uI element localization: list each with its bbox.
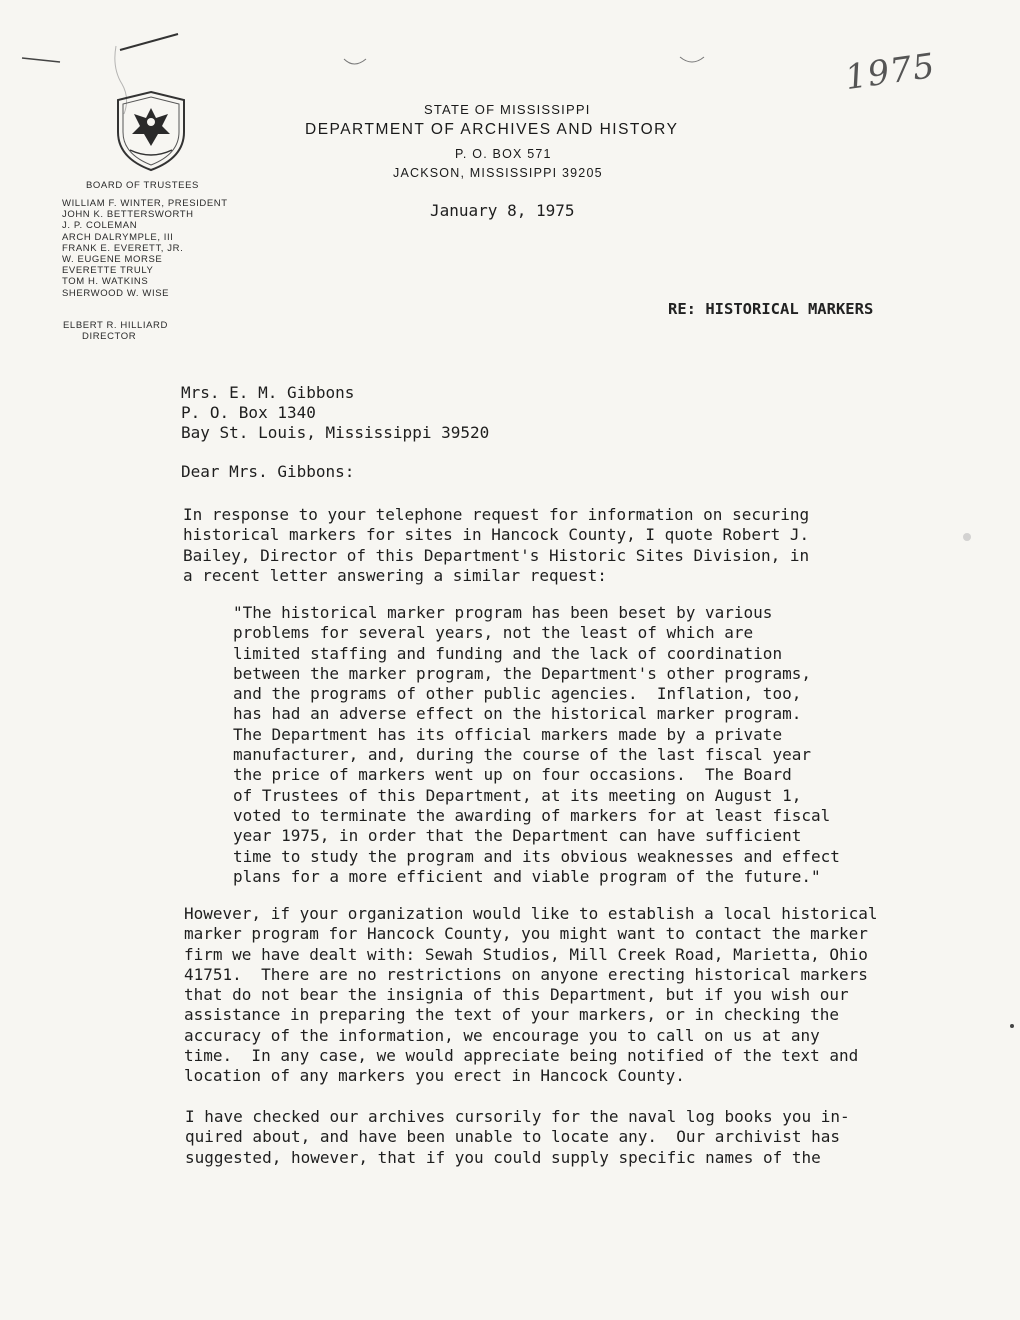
recipient-line: Bay St. Louis, Mississippi 39520 (181, 423, 490, 442)
director-name: ELBERT R. HILLIARD (63, 320, 168, 331)
recipient-address (181, 383, 489, 443)
letterhead-state: STATE OF MISSISSIPPI (424, 102, 591, 117)
trustee-name: W. EUGENE MORSE (62, 253, 163, 265)
body-paragraph-2: However, if your organization would like to establish a local historical marker program for Hancock County, you might want to contact the marker firm we have dealt with: Sewah Studios, Mill Creek Road, Marietta, Ohio 41751. There are no restrictions on anyone erecting historical markers that do not bear the insignia of this Department, but if you wish our assistance in preparing the text of your markers, or in checking the accuracy of the information, we encourage you to call on us at any time. In any case, we would appreciate being notified of the text and location of any markers you erect in Hancock County. (184, 904, 878, 1086)
recipient-line: P. O. Box 1340 (181, 403, 316, 422)
paper-speck (1008, 1022, 1018, 1032)
board-heading: BOARD OF TRUSTEES (86, 180, 199, 191)
trustee-name: ARCH DALRYMPLE, III (62, 231, 174, 243)
trustee-name: FRANK E. EVERETT, JR. (62, 242, 184, 254)
director-title: DIRECTOR (82, 331, 137, 342)
state-seal-logo (108, 88, 194, 174)
quoted-passage: "The historical marker program has been beset by various problems for several years, not the least of which are limited staffing and funding and the lack of coordination between the marker program, the Department's other programs, and the programs of other public agencies. Inflation, too, has had an adverse effect on the historical marker program. The Department has its official markers made by a private manufacturer, and, during the course of the last fiscal year the price of markers went up on four occasions. The Board of Trustees of this Department, at its meeting on August 1, voted to terminate the awarding of markers for at least fiscal year 1975, in order that the Department can have sufficient time to study the program and its obvious weaknesses and effect plans for a more efficient and viable program of the future." (233, 603, 840, 886)
letterhead-po-box: P. O. BOX 571 (455, 147, 552, 161)
recipient-line: Mrs. E. M. Gibbons (181, 383, 355, 402)
letter-date: January 8, 1975 (430, 201, 575, 220)
subject-line: RE: HISTORICAL MARKERS (668, 300, 874, 318)
trustee-name: WILLIAM F. WINTER, PRESIDENT (62, 198, 228, 209)
letterhead-department: DEPARTMENT OF ARCHIVES AND HISTORY (305, 121, 679, 138)
trustee-name: TOM H. WATKINS (62, 276, 149, 288)
letterhead-city: JACKSON, MISSISSIPPI 39205 (393, 166, 603, 180)
trustee-name: JOHN K. BETTERSWORTH (62, 209, 194, 221)
trustee-list (62, 198, 228, 299)
trustee-name: SHERWOOD W. WISE (62, 287, 170, 299)
trustee-name: J. P. COLEMAN (62, 220, 138, 232)
body-paragraph-3: I have checked our archives cursorily for the naval log books you in- quired about, and have been unable to locate any. Our archivist has suggested, however, that if you could supply specific names of the (185, 1107, 850, 1167)
handwritten-year-note: 1975 (842, 45, 938, 99)
trustee-name: EVERETTE TRULY (62, 265, 154, 277)
paper-speck (955, 525, 985, 555)
salutation: Dear Mrs. Gibbons: (181, 462, 355, 481)
fold-mark (340, 55, 720, 75)
body-paragraph-1: In response to your telephone request for information on securing historical markers for sites in Hancock County, I quote Robert J. Bailey, Director of this Department's Historic Sites Division, in a recent letter answering a similar request: (183, 505, 810, 585)
